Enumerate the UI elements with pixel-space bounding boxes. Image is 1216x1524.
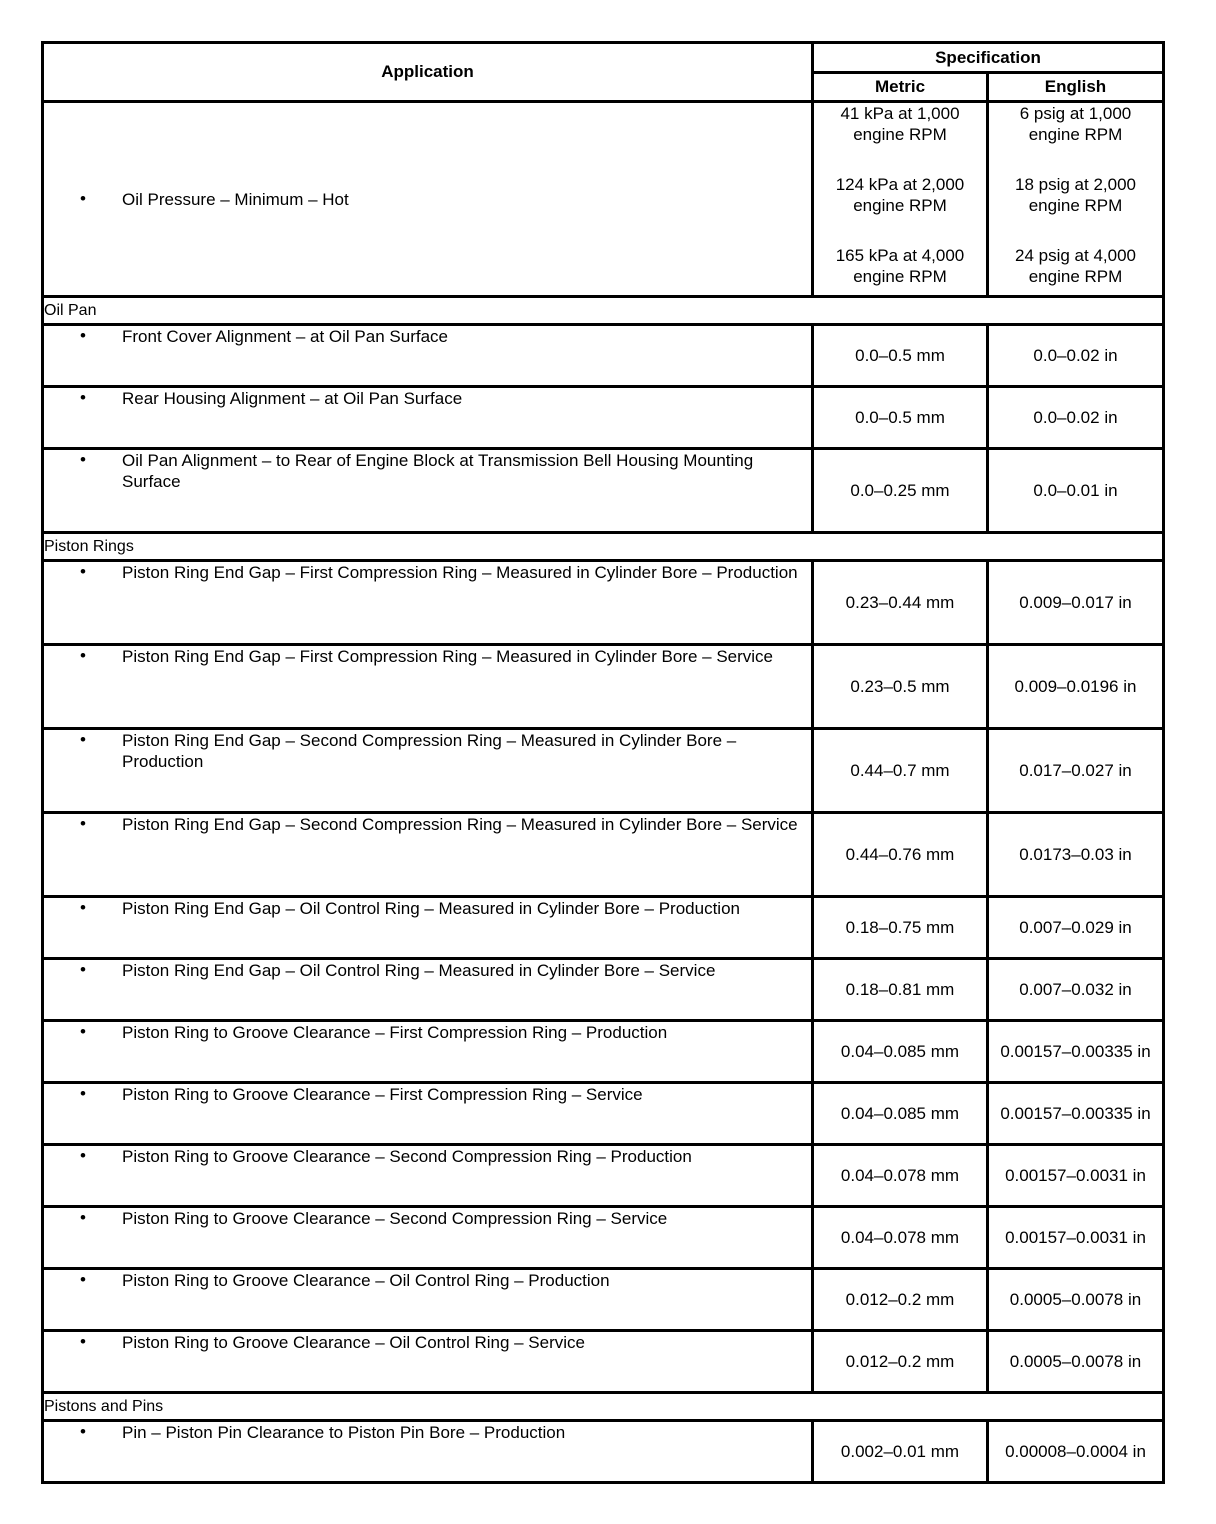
application-cell (43, 102, 813, 297)
english-value: 0.0005–0.0078 in (988, 1269, 1164, 1331)
bullet-icon (44, 1146, 122, 1167)
english-value: 0.00008–0.0004 in (988, 1421, 1164, 1483)
table-row (43, 729, 1164, 813)
specification-header: Specification (813, 43, 1164, 73)
oil-pressure-english-cell (988, 102, 1164, 297)
bullet-icon (44, 814, 122, 835)
metric-value: 0.44–0.76 mm (813, 813, 988, 897)
english-value: 0.007–0.032 in (988, 959, 1164, 1021)
table-row (43, 645, 1164, 729)
table-row-oil-pressure (43, 102, 1164, 297)
section-title: Oil Pan (43, 297, 1164, 325)
application-text: Piston Ring End Gap – Oil Control Ring – Measured in Cylinder Bore – Service (122, 961, 716, 980)
table-row (43, 897, 1164, 959)
metric-value: 0.0–0.25 mm (813, 449, 988, 533)
english-value: 0.0–0.02 in (988, 325, 1164, 387)
bullet-icon (44, 1270, 122, 1291)
metric-value: 0.0–0.5 mm (813, 325, 988, 387)
application-cell (43, 1269, 813, 1331)
specification-table (41, 41, 1165, 1484)
bullet-icon (44, 326, 122, 347)
metric-value: 0.18–0.81 mm (813, 959, 988, 1021)
bullet-icon (44, 1022, 122, 1043)
application-cell (43, 1331, 813, 1393)
section-title: Pistons and Pins (43, 1393, 1164, 1421)
oil-pressure-english-value: 6 psig at 1,000 engine RPM (1019, 104, 1132, 144)
english-value: 0.00157–0.0031 in (988, 1145, 1164, 1207)
application-text: Piston Ring to Groove Clearance – Oil Control Ring – Service (122, 1333, 585, 1352)
table-row (43, 387, 1164, 449)
application-cell (43, 1207, 813, 1269)
metric-value: 0.23–0.5 mm (813, 645, 988, 729)
oil-pressure-english-value: 24 psig at 4,000 engine RPM (1015, 246, 1136, 286)
metric-value: 0.23–0.44 mm (813, 561, 988, 645)
metric-value: 0.0–0.5 mm (813, 387, 988, 449)
application-cell (43, 325, 813, 387)
english-header: English (988, 73, 1164, 102)
application-text: Piston Ring to Groove Clearance – Oil Control Ring – Production (122, 1271, 610, 1290)
oil-pressure-metric-value: 41 kPa at 1,000 engine RPM (840, 104, 960, 144)
application-text: Pin – Piston Pin Clearance to Piston Pin Bore – Production (122, 1423, 566, 1442)
bullet-icon (44, 960, 122, 981)
table-row (43, 325, 1164, 387)
english-value: 0.007–0.029 in (988, 897, 1164, 959)
table-row (43, 959, 1164, 1021)
bullet-icon (44, 898, 122, 919)
application-cell (43, 1021, 813, 1083)
application-cell (43, 449, 813, 533)
metric-value: 0.04–0.078 mm (813, 1207, 988, 1269)
section-header-row (43, 1393, 1164, 1421)
application-text: Piston Ring End Gap – First Compression Ring – Measured in Cylinder Bore – Service (122, 647, 774, 666)
bullet-icon (44, 1332, 122, 1353)
table-row (43, 813, 1164, 897)
english-value: 0.0005–0.0078 in (988, 1331, 1164, 1393)
application-text: Piston Ring End Gap – First Compression Ring – Measured in Cylinder Bore – Production (122, 563, 798, 582)
bullet-icon (44, 189, 122, 210)
application-text: Piston Ring to Groove Clearance – First Compression Ring – Production (122, 1023, 668, 1042)
english-value: 0.0–0.01 in (988, 449, 1164, 533)
application-text: Piston Ring to Groove Clearance – First Compression Ring – Service (122, 1085, 643, 1104)
table-row (43, 449, 1164, 533)
application-cell (43, 645, 813, 729)
english-value: 0.0–0.02 in (988, 387, 1164, 449)
english-value: 0.00157–0.0031 in (988, 1207, 1164, 1269)
bullet-icon (44, 1084, 122, 1105)
bullet-icon (44, 646, 122, 667)
bullet-icon (44, 1208, 122, 1229)
table-row (43, 1207, 1164, 1269)
application-cell (43, 387, 813, 449)
application-cell (43, 897, 813, 959)
application-text: Front Cover Alignment – at Oil Pan Surface (122, 327, 448, 346)
application-text: Piston Ring to Groove Clearance – Second Compression Ring – Service (122, 1209, 668, 1228)
bullet-icon (44, 562, 122, 583)
bullet-icon (44, 730, 122, 772)
application-text: Piston Ring to Groove Clearance – Second Compression Ring – Production (122, 1147, 692, 1166)
application-cell (43, 1421, 813, 1483)
metric-value: 0.012–0.2 mm (813, 1331, 988, 1393)
table-row (43, 1083, 1164, 1145)
english-value: 0.00157–0.00335 in (988, 1083, 1164, 1145)
table-row (43, 1145, 1164, 1207)
metric-value: 0.002–0.01 mm (813, 1421, 988, 1483)
application-cell (43, 1083, 813, 1145)
table-row (43, 561, 1164, 645)
oil-pressure-metric-cell (813, 102, 988, 297)
metric-value: 0.012–0.2 mm (813, 1269, 988, 1331)
metric-value: 0.04–0.085 mm (813, 1021, 988, 1083)
application-cell (43, 813, 813, 897)
english-value: 0.017–0.027 in (988, 729, 1164, 813)
oil-pressure-metric-value: 165 kPa at 4,000 engine RPM (835, 246, 965, 286)
english-value: 0.009–0.017 in (988, 561, 1164, 645)
table-row (43, 1021, 1164, 1083)
application-cell (43, 561, 813, 645)
bullet-icon (44, 1422, 122, 1443)
application-text: Piston Ring End Gap – Second Compression Ring – Measured in Cylinder Bore – Production (122, 731, 737, 771)
application-cell (43, 729, 813, 813)
metric-value: 0.04–0.085 mm (813, 1083, 988, 1145)
table-row (43, 1421, 1164, 1483)
english-value: 0.00157–0.00335 in (988, 1021, 1164, 1083)
bullet-icon (44, 388, 122, 409)
oil-pressure-english-value: 18 psig at 2,000 engine RPM (1015, 175, 1136, 215)
application-text: Piston Ring End Gap – Oil Control Ring – Measured in Cylinder Bore – Production (122, 899, 740, 918)
bullet-icon (44, 450, 122, 492)
metric-header: Metric (813, 73, 988, 102)
english-value: 0.009–0.0196 in (988, 645, 1164, 729)
application-cell (43, 1145, 813, 1207)
application-text: Oil Pan Alignment – to Rear of Engine Block at Transmission Bell Housing Mounting Surface (122, 451, 754, 491)
application-text: Rear Housing Alignment – at Oil Pan Surface (122, 389, 463, 408)
application-cell (43, 959, 813, 1021)
english-value: 0.0173–0.03 in (988, 813, 1164, 897)
metric-value: 0.18–0.75 mm (813, 897, 988, 959)
section-header-row (43, 533, 1164, 561)
table-row (43, 1331, 1164, 1393)
section-title: Piston Rings (43, 533, 1164, 561)
application-header: Application (43, 43, 813, 102)
application-text: Oil Pressure – Minimum – Hot (122, 189, 349, 209)
table-row (43, 1269, 1164, 1331)
application-text: Piston Ring End Gap – Second Compression Ring – Measured in Cylinder Bore – Service (122, 815, 798, 834)
metric-value: 0.44–0.7 mm (813, 729, 988, 813)
section-header-row (43, 297, 1164, 325)
metric-value: 0.04–0.078 mm (813, 1145, 988, 1207)
oil-pressure-metric-value: 124 kPa at 2,000 engine RPM (835, 175, 965, 215)
